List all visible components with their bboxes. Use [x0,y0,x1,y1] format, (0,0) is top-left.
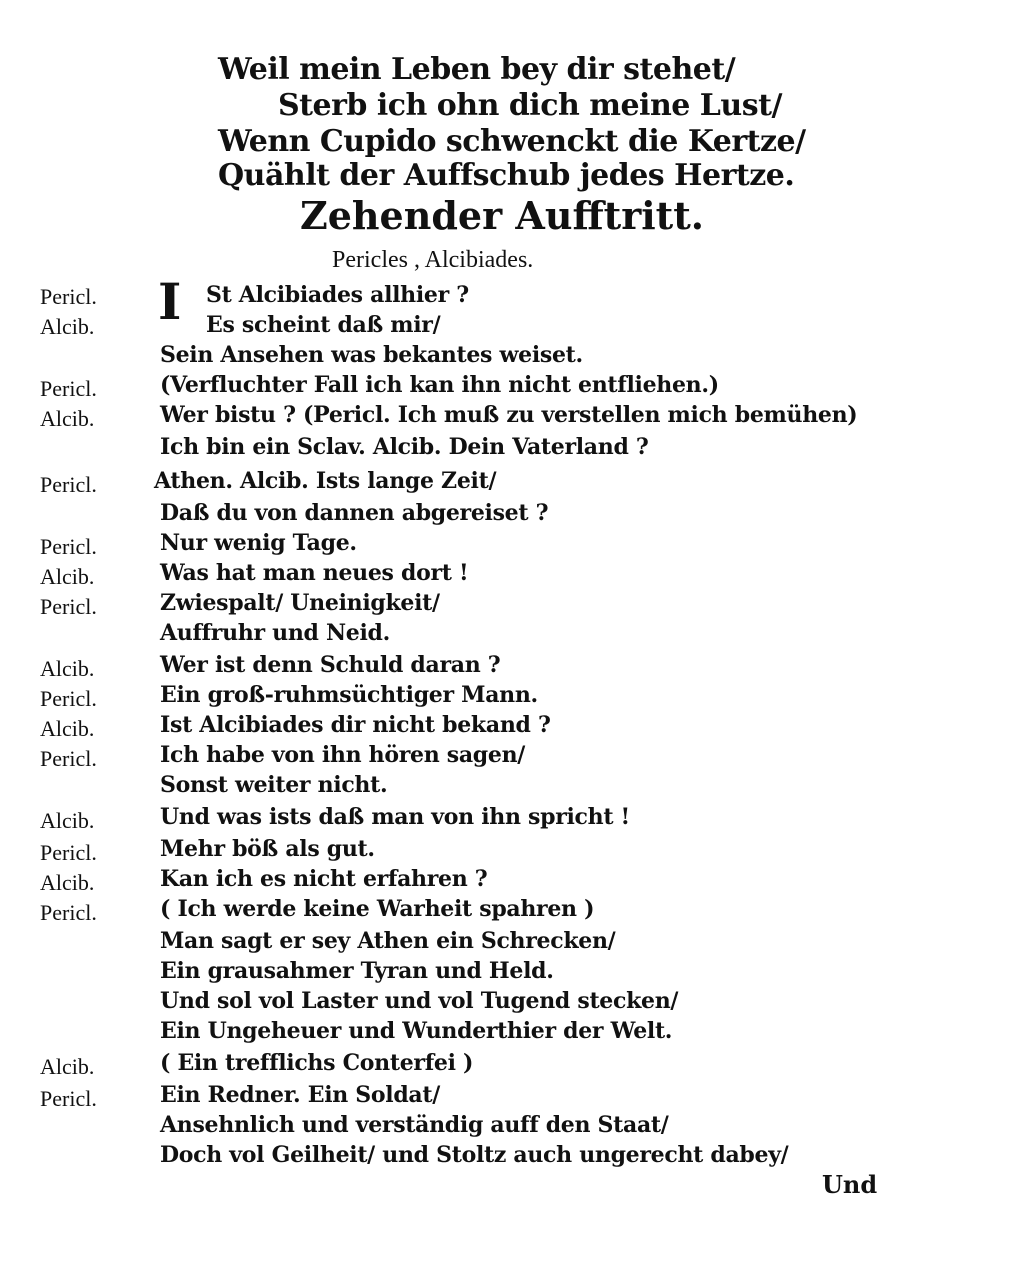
speaker-label: Alcib. [40,656,95,681]
dialogue-line: Ein Ungeheuer und Wunderthier der Welt. [160,1018,673,1044]
dialogue-line: ( Ein trefflichs Conterfei ) [160,1050,474,1076]
speaker-label: Alcib. [40,406,95,431]
dialogue-line: Ist Alcibiades dir nicht bekand ? [160,712,551,738]
speaker-label: Alcib. [40,1054,95,1079]
dialogue-line: Wer bistu ? (Pericl. Ich muß zu verstellen mich bemühen) [160,402,858,428]
speaker-label: Pericl. [40,284,97,309]
dialogue-line: Sonst weiter nicht. [160,772,388,798]
speaker-label: Pericl. [40,840,97,865]
speaker-label: Alcib. [40,808,95,833]
speaker-label: Pericl. [40,686,97,711]
scene-cast: Pericles , Alcibiades. [332,247,534,273]
dialogue-line: Ein Redner. Ein Soldat/ [160,1082,440,1108]
dialogue-line: Und sol vol Laster und vol Tugend stecken/ [160,988,679,1014]
verse-line-3: Wenn Cupido schwenckt die Kertze/ [218,124,806,159]
dialogue-line: Sein Ansehen was bekantes weiset. [160,342,583,368]
dialogue-line: Athen. Alcib. Ists lange Zeit/ [154,468,497,494]
dialogue-line: Wer ist denn Schuld daran ? [160,652,501,678]
speaker-label: Alcib. [40,716,95,741]
speaker-label: Pericl. [40,594,97,619]
dialogue-line: Ich habe von ihn hören sagen/ [160,742,526,768]
speaker-label: Alcib. [40,564,95,589]
catchword: Und [822,1170,878,1199]
speaker-label: Pericl. [40,376,97,401]
dialogue-line: Doch vol Geilheit/ und Stoltz auch ungerecht dabey/ [160,1142,789,1168]
dialogue-line: Ein grausahmer Tyran und Held. [160,958,554,984]
speaker-label: Pericl. [40,1086,97,1111]
dialogue-line: Mehr böß als gut. [160,836,375,862]
dialogue-line: Nur wenig Tage. [160,530,357,556]
verse-line-1: Weil mein Leben bey dir stehet/ [218,52,736,87]
dialogue-line: Zwiespalt/ Uneinigkeit/ [160,590,440,616]
verse-line-4: Quählt der Auffschub jedes Hertze. [218,158,795,193]
dialogue-line: Daß du von dannen abgereiset ? [160,500,549,526]
dialogue-line: Man sagt er sey Athen ein Schrecken/ [160,928,616,954]
speaker-label: Pericl. [40,900,97,925]
speaker-label: Alcib. [40,870,95,895]
speaker-label: Pericl. [40,534,97,559]
dialogue-line: St Alcibiades allhier ? [206,282,469,308]
dialogue-line: Ein groß-ruhmsüchtiger Mann. [160,682,538,708]
dialogue-line: Kan ich es nicht erfahren ? [160,866,488,892]
speaker-label: Pericl. [40,746,97,771]
dialogue-line: Ansehnlich und verständig auff den Staat/ [160,1112,669,1138]
dialogue-line: Es scheint daß mir/ [206,312,441,338]
dialogue-line: Was hat man neues dort ! [160,560,469,586]
speaker-label: Alcib. [40,314,95,339]
speaker-label: Pericl. [40,472,97,497]
dialogue-line: Und was ists daß man von ihn spricht ! [160,804,630,830]
dialogue-line: ( Ich werde keine Warheit spahren ) [160,896,595,922]
scene-heading: Zehender Aufftritt. [300,193,704,238]
verse-line-2: Sterb ich ohn dich meine Lust/ [278,88,782,123]
drop-capital: I [158,272,182,331]
dialogue-line: Auffruhr und Neid. [160,620,390,646]
dialogue-line: (Verfluchter Fall ich kan ihn nicht entfliehen.) [160,372,719,398]
dialogue-line: Ich bin ein Sclav. Alcib. Dein Vaterland ? [160,434,649,460]
